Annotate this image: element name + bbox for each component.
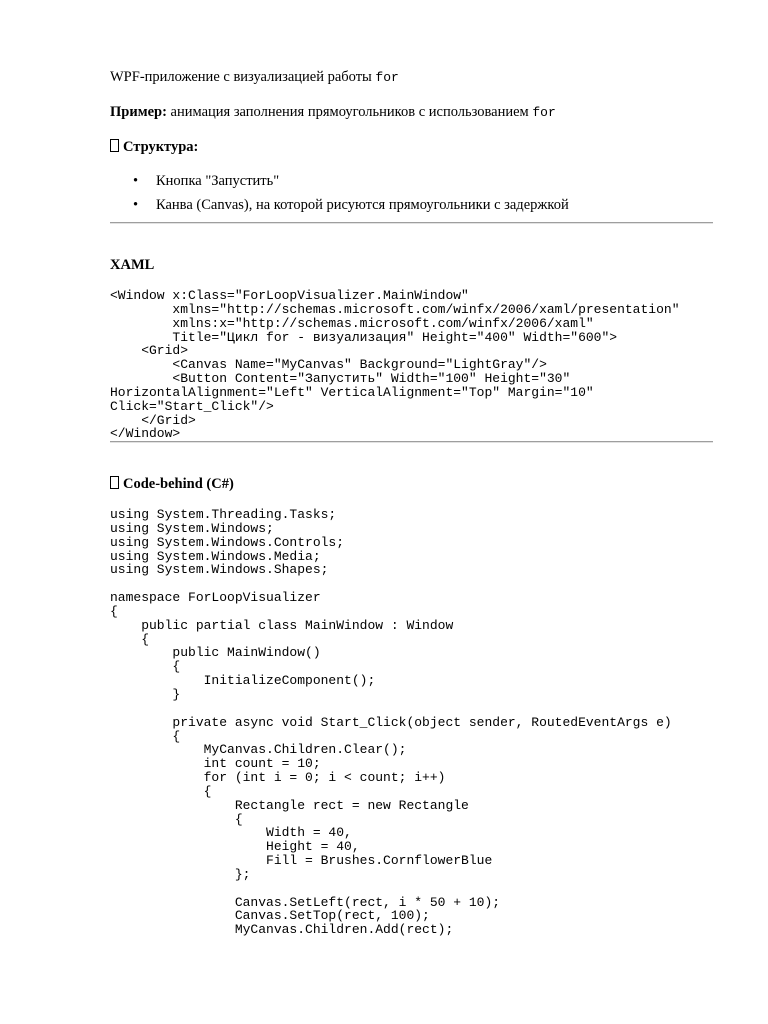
example-paragraph — [110, 103, 556, 122]
title-code: for — [375, 70, 399, 85]
bullet-icon: • — [133, 197, 139, 213]
xaml-code-block: <Window x:Class="ForLoopVisualizer.MainWindow" xmlns="http://schemas.microsoft.com/winfx/2006/xaml/presentation" xmlns:x="http://schemas.microsoft.com/winfx/2006/xaml" Title="Цикл for - визуализация" Height="400" Width="600"> <Grid> <Canvas Name="MyCanvas" Background="LightGray"/> <Button Content="Запустить" Width="100" Height="30" HorizontalAlignment="Left" VerticalAlignment="Top" Margin="10" Click="Start_Click"/> </Grid> </Window> — [110, 288, 680, 442]
list-item — [110, 172, 569, 196]
horizontal-rule — [110, 222, 713, 224]
example-text: анимация заполнения прямоугольников с использованием — [166, 104, 533, 120]
structure-label: Структура: — [123, 139, 199, 155]
document-title — [110, 68, 399, 87]
missing-glyph-icon — [110, 476, 119, 489]
example-code: for — [532, 105, 556, 120]
codebehind-label: Code-behind (C#) — [123, 476, 234, 492]
structure-list — [110, 172, 569, 220]
structure-heading — [110, 138, 198, 156]
codebehind-heading — [110, 475, 234, 493]
title-text: WPF-приложение с визуализацией работы — [110, 69, 376, 85]
xaml-heading: XAML — [110, 257, 155, 273]
list-item — [110, 196, 569, 220]
csharp-code-block: using System.Threading.Tasks; using System.Windows; using System.Windows.Controls; using System.Windows.Media; using System.Windows.Shapes; namespace ForLoopVisualizer { public partial class MainWindow : Window { public MainWindow() { InitializeComponent(); } private async void Start_Click(object sender, RoutedEventArgs e) { MyCanvas.Children.Clear(); int count = 10; for (int i = 0; i < count; i++) { Rectangle rect = new Rectangle { Width = 40, Height = 40, Fill = Brushes.CornflowerBlue }; Canvas.SetLeft(rect, i * 50 + 10); Canvas.SetTop(rect, 100); MyCanvas.Children.Add(rect); — [110, 507, 672, 938]
example-label: Пример: — [110, 104, 167, 120]
bullet-icon: • — [133, 173, 139, 189]
list-item-text: Кнопка "Запустить" — [156, 173, 280, 189]
horizontal-rule — [110, 441, 713, 443]
missing-glyph-icon — [110, 139, 119, 152]
list-item-text: Канва (Canvas), на которой рисуются прямоугольники с задержкой — [156, 197, 569, 213]
